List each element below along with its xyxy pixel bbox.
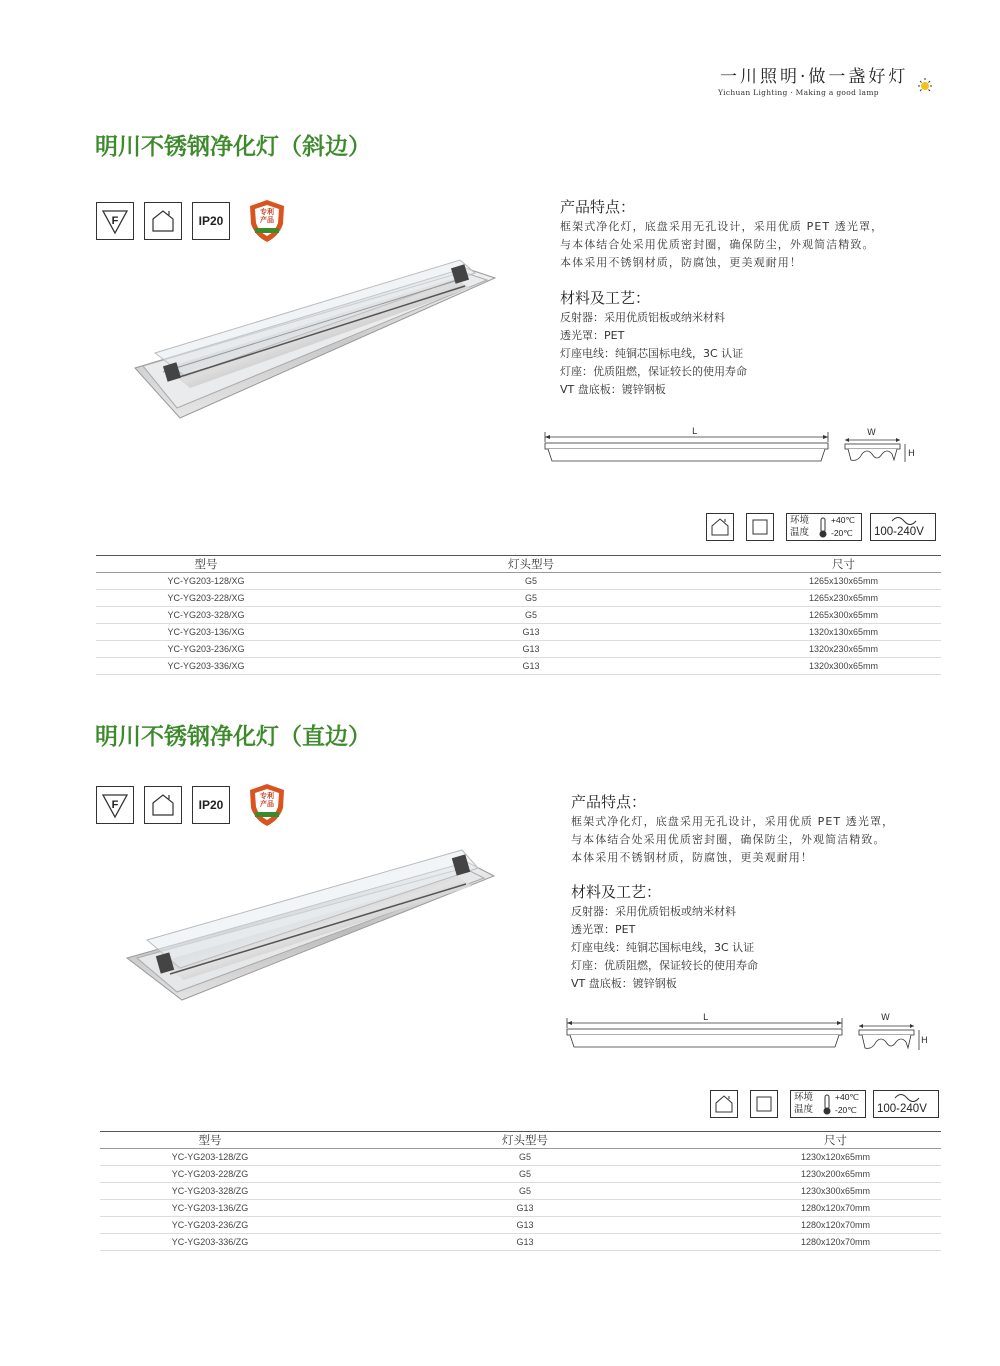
materials-heading: 材料及工艺： [571, 883, 662, 901]
materials-heading: 材料及工艺： [560, 289, 651, 307]
dim-height-label: H [921, 1036, 928, 1046]
lightbulb-icon [908, 60, 934, 96]
ac-wave-icon [891, 516, 917, 526]
spec-table-slanted [96, 555, 941, 675]
col-header-model: 型号 [96, 556, 316, 573]
dim-width-label: W [881, 1013, 890, 1023]
table-row: YC-YG203-128/ZG G5 1230x120x65mm [100, 1149, 941, 1166]
f-mark-icon [96, 786, 134, 824]
brand-slogan: 一川照明·做一盏好灯 [720, 67, 909, 87]
svg-text:F: F [111, 799, 119, 811]
indoor-house-icon [710, 1090, 738, 1118]
patent-shield-icon: 专利 产品 [246, 782, 288, 828]
class-ii-square-icon [750, 1090, 778, 1118]
table-row: YC-YG203-136/XG G13 1320x130x65mm [96, 624, 941, 641]
voltage-badge: 100-240V [873, 1090, 939, 1118]
table-row: YC-YG203-236/ZG G13 1280x120x70mm [100, 1217, 941, 1234]
thermometer-icon [818, 517, 828, 539]
table-row: YC-YG203-228/ZG G5 1230x200x65mm [100, 1166, 941, 1183]
patent-shield-icon: 专利 产品 [246, 198, 288, 244]
voltage-badge: 100-240V [870, 513, 936, 541]
f-mark-icon [96, 202, 134, 240]
dimension-drawing [540, 424, 920, 470]
svg-text:F: F [111, 215, 119, 227]
features-heading: 产品特点： [560, 198, 636, 216]
ip-rating-badge: IP20 [192, 786, 230, 824]
ip-rating-badge: IP20 [192, 202, 230, 240]
table-row: YC-YG203-136/ZG G13 1280x120x70mm [100, 1200, 941, 1217]
brand-subtitle: Yichuan Lighting · Making a good lamp [718, 88, 879, 97]
dim-height-label: H [908, 449, 915, 459]
col-header-lamp-base: 灯头型号 [320, 1132, 730, 1149]
ambient-temperature-badge: 环境 温度 +40℃ -20℃ [786, 513, 862, 541]
materials-text: 反射器：采用优质铝板或纳米材料 透光罩：PET 灯座电线：纯铜芯国标电线，3C 认证 灯座：优质阻燃，保证较长的使用寿命 VT 盘底板：镀锌钢板 [560, 311, 747, 396]
table-row: YC-YG203-328/XG G5 1265x300x65mm [96, 607, 941, 624]
section-title-slanted: 明川不锈钢净化灯（斜边） [95, 134, 371, 160]
product-image-straight [122, 840, 502, 1010]
dim-length-label: L [703, 1013, 709, 1023]
dim-width-label: W [867, 428, 876, 438]
table-row: YC-YG203-236/XG G13 1320x230x65mm [96, 641, 941, 658]
table-row: YC-YG203-228/XG G5 1265x230x65mm [96, 590, 941, 607]
ambient-temperature-badge: 环境 温度 +40℃ -20℃ [790, 1090, 866, 1118]
col-header-model: 型号 [100, 1132, 320, 1149]
dim-length-label: L [692, 427, 698, 437]
table-row: YC-YG203-128/XG G5 1265x130x65mm [96, 573, 941, 590]
class-ii-square-icon [746, 513, 774, 541]
spec-table-straight [100, 1131, 941, 1251]
indoor-house-icon [144, 202, 182, 240]
table-row: YC-YG203-328/ZG G5 1230x300x65mm [100, 1183, 941, 1200]
table-row: YC-YG203-336/XG G13 1320x300x65mm [96, 658, 941, 675]
features-text: 框架式净化灯，底盘采用无孔设计，采用优质 PET 透光罩， 与本体结合处采用优质密封圈，确保防尘，外观简洁精致。 本体采用不锈钢材质，防腐蚀，更美观耐用！ [560, 220, 884, 269]
section-title-straight: 明川不锈钢净化灯（直边） [95, 724, 371, 750]
col-header-size: 尺寸 [746, 556, 941, 573]
features-heading: 产品特点： [571, 793, 647, 811]
thermometer-icon [822, 1094, 832, 1116]
materials-text: 反射器：采用优质铝板或纳米材料 透光罩：PET 灯座电线：纯铜芯国标电线，3C 认证 灯座：优质阻燃，保证较长的使用寿命 VT 盘底板：镀锌钢板 [571, 905, 758, 990]
table-row: YC-YG203-336/ZG G13 1280x120x70mm [100, 1234, 941, 1251]
ac-wave-icon [894, 1093, 920, 1103]
col-header-lamp-base: 灯头型号 [316, 556, 746, 573]
col-header-size: 尺寸 [730, 1132, 941, 1149]
features-text: 框架式净化灯，底盘采用无孔设计，采用优质 PET 透光罩， 与本体结合处采用优质密封圈，确保防尘，外观简洁精致。 本体采用不锈钢材质，防腐蚀，更美观耐用！ [571, 815, 895, 864]
product-image-slanted [125, 248, 505, 420]
indoor-house-icon [706, 513, 734, 541]
indoor-house-icon [144, 786, 182, 824]
